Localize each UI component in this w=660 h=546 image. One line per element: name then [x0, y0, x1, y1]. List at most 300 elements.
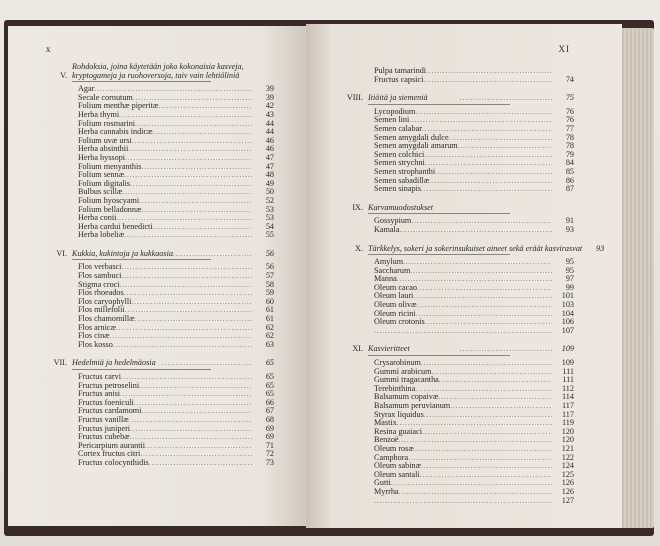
toc-item-name: Flos cinæ [78, 331, 110, 341]
toc-item-name: Gummi arabicum [374, 366, 432, 376]
toc-item [42, 120, 274, 129]
toc-item-page: 43 [265, 109, 274, 119]
section-title: Tärkkelys, sokeri ja sokerinsukuiset aineet sekä eräät kasvirasvat [368, 243, 583, 253]
leader-dots [432, 368, 552, 377]
leader-dots [429, 177, 552, 186]
toc-item-page: 86 [565, 175, 574, 185]
toc-item-name: Flos chamomillæ [78, 314, 135, 324]
toc-item-name: Camphora [374, 452, 409, 462]
toc-item [42, 298, 274, 307]
section-heading [42, 250, 274, 259]
toc-item-name: Semen sabadillæ [374, 175, 430, 185]
toc-item-page: 72 [265, 449, 274, 459]
leader-dots [415, 108, 552, 117]
toc-item-page: 111 [562, 366, 574, 376]
toc-item-page: 77 [565, 123, 574, 133]
toc-item-name: Semen colchici [374, 149, 425, 159]
toc-item-page: 66 [265, 397, 274, 407]
toc-item-name: Balsamum peruvianum [374, 401, 451, 410]
toc-item-page: 48 [265, 170, 274, 180]
toc-item-page: 120 [561, 426, 574, 436]
toc-item-page: 42 [265, 101, 274, 111]
section-rule [72, 369, 211, 370]
toc-item-name: Oleum lauri [374, 291, 414, 301]
leader-dots [149, 459, 252, 468]
toc-entries [42, 63, 274, 478]
toc-item-page: 60 [265, 296, 274, 306]
toc-item-name: Styrax liquidus [374, 409, 424, 419]
toc-item-page: 58 [265, 279, 274, 289]
leader-dots [421, 359, 552, 368]
toc-item-name: Folium uvæ ursi [78, 135, 132, 145]
leader-dots [450, 402, 552, 411]
toc-item-name: Balsamum copaivæ [374, 392, 439, 402]
toc-item-page: 53 [265, 213, 274, 223]
leader-dots [374, 497, 552, 506]
leader-dots [130, 180, 252, 189]
toc-item [42, 272, 274, 281]
toc-item-page: 69 [265, 423, 274, 433]
toc-item-page: 126 [561, 486, 574, 496]
section-page: 109 [561, 344, 574, 354]
toc-item-name: Flos rhoeados [78, 288, 124, 298]
toc-lead-items [338, 67, 574, 84]
toc-item [42, 399, 274, 408]
toc-item-page: 57 [265, 271, 274, 281]
section-number: VII. [53, 358, 67, 368]
toc-item-page: 117 [562, 409, 574, 419]
section-rule [368, 213, 510, 214]
leader-dots [439, 376, 552, 385]
leader-dots [399, 488, 552, 497]
toc-item-page: 114 [562, 392, 574, 402]
leader-dots [420, 471, 552, 480]
section-heading [338, 345, 574, 354]
toc-item [338, 76, 574, 85]
toc-item-page: 62 [265, 322, 274, 332]
toc-item-page: 63 [265, 339, 274, 349]
toc-item-name: Herba cannabis indicæ [78, 127, 153, 137]
toc-item-page: 107 [561, 325, 574, 335]
toc-item-name: Flos arnicæ [78, 322, 116, 332]
leader-dots [140, 450, 252, 459]
leader-dots [458, 142, 552, 151]
toc-item-page: 47 [265, 161, 274, 171]
leader-dots [391, 479, 552, 488]
leader-dots [414, 445, 552, 454]
toc-item-name: Saccharum [374, 265, 411, 275]
toc-item-page: 46 [265, 135, 274, 145]
toc-item [42, 390, 274, 399]
toc-item-page: 52 [265, 195, 274, 205]
toc-item [338, 226, 574, 235]
toc-item-page: 55 [265, 230, 274, 240]
toc-item-page: 54 [265, 221, 274, 231]
toc-item-page: 61 [265, 305, 274, 315]
leader-dots [397, 275, 552, 284]
toc-item [42, 442, 274, 451]
leader-dots [141, 163, 252, 172]
toc-item-name: Flos verbasci [78, 262, 122, 272]
toc-item-page: 65 [265, 389, 274, 399]
toc-item-name: Terebinthina [374, 383, 416, 393]
leader-dots [413, 292, 552, 301]
leader-dots [399, 226, 552, 235]
toc-item-name: Herba absinthii [78, 144, 129, 154]
toc-item [42, 214, 274, 223]
leader-dots [121, 272, 252, 281]
toc-item-name: Fructus petroselini [78, 380, 140, 390]
toc-item-name: Agar [78, 84, 95, 94]
toc-item-name: Secale cornutum [78, 92, 133, 102]
toc-item-page: 109 [561, 358, 574, 368]
toc-item-name: Flos kosso [78, 339, 113, 349]
toc-item-name: Herba cardui benedicti [78, 221, 153, 231]
toc-item [42, 324, 274, 333]
toc-item [42, 459, 274, 468]
leader-dots [121, 373, 252, 382]
toc-item [42, 407, 274, 416]
section-title: Hedelmiä ja hedelmäosia [72, 358, 156, 368]
toc-item-name: Flos millefolii [78, 305, 125, 315]
leader-dots [128, 145, 252, 154]
toc-item-name: Oleum ricini [374, 308, 416, 318]
toc-item-name: Oleum olivæ [374, 300, 417, 310]
toc-item [42, 289, 274, 298]
toc-section [42, 359, 274, 467]
section-number: X. [355, 243, 363, 253]
leader-dots [408, 454, 552, 463]
toc-section [338, 94, 574, 194]
toc-item [42, 231, 274, 240]
toc-item [42, 145, 274, 154]
toc-item-name: Fructus colocynthidis [78, 457, 149, 467]
leader-dots [438, 393, 552, 402]
section-rule [368, 104, 510, 105]
section-rule [368, 254, 510, 255]
toc-item-page: 95 [565, 257, 574, 267]
toc-item [42, 306, 274, 315]
leader-dots [449, 134, 552, 143]
toc-item-page: 126 [561, 478, 574, 488]
toc-item-page: 79 [565, 149, 574, 159]
toc-item-name: Oleum rosæ [374, 443, 414, 453]
leader-dots [153, 223, 252, 232]
section-title: Itiöitä ja siemeniä [368, 93, 428, 103]
leader-dots [141, 407, 252, 416]
page-edges [620, 28, 654, 528]
toc-item-name: Flos caryophylli [78, 296, 132, 306]
toc-item-name: Fructus juniperi [78, 423, 131, 433]
toc-item-page: 103 [561, 300, 574, 310]
leader-dots [110, 332, 252, 341]
section-rule [368, 355, 510, 356]
leader-dots [153, 128, 252, 137]
leader-dots [124, 231, 252, 240]
toc-item-name: Fructus anisi [78, 389, 121, 399]
section-heading [338, 94, 574, 103]
toc-item-name: Herba lobeliæ [78, 230, 125, 240]
leader-dots [134, 399, 252, 408]
section-number: V. [60, 70, 67, 80]
toc-item-page: 122 [561, 452, 574, 462]
leader-dots [139, 197, 252, 206]
toc-item-name: Folium digitalis [78, 178, 131, 188]
toc-item [42, 85, 274, 94]
leader-dots [425, 318, 552, 327]
toc-item-name: Semen lini [374, 115, 410, 125]
toc-item-name: Oleum sabinæ [374, 461, 422, 471]
toc-item [42, 111, 274, 120]
toc-item-name: Stigma croci [78, 279, 120, 289]
toc-item-page: 74 [565, 74, 574, 84]
leader-dots [421, 185, 552, 194]
leader-dots [119, 111, 252, 120]
toc-item-name: Herba hyssopi [78, 152, 126, 162]
section-page: 56 [265, 248, 274, 258]
toc-item-name: Folium rosmarini [78, 118, 136, 128]
toc-item-page: 97 [565, 274, 574, 284]
leader-dots [130, 425, 252, 434]
section-heading [42, 359, 274, 368]
toc-item [42, 102, 274, 111]
toc-item-name: Benzoë [374, 435, 399, 445]
leader-dots [130, 433, 252, 442]
toc-item-page: 62 [265, 331, 274, 341]
toc-item-page: 93 [565, 224, 574, 234]
toc-item-name: Cortex fructus citri [78, 449, 141, 459]
toc-item-name: Semen strychni [374, 158, 425, 168]
leader-dots [141, 206, 252, 215]
toc-item-page: 65 [265, 372, 274, 381]
toc-item-page: 119 [562, 418, 574, 428]
toc-item [42, 450, 274, 459]
section-heading [338, 243, 605, 254]
toc-item-name: Pericarpium aurantii [78, 440, 146, 450]
leader-dots [132, 137, 252, 146]
toc-item-page: 117 [562, 401, 574, 410]
toc-item-page: 78 [565, 141, 574, 151]
toc-item-name: Folium menyanthis [78, 161, 142, 171]
toc-item-name: Semen sinapis [374, 184, 422, 194]
toc-item-name: Fructus carvi [78, 372, 121, 381]
leader-dots [409, 116, 552, 125]
leader-dots [426, 67, 552, 76]
leader-dots [417, 284, 552, 293]
toc-item-page: 69 [265, 432, 274, 442]
toc-section [338, 204, 574, 235]
toc-item-name: Amylum [374, 257, 404, 267]
section-number: XI. [352, 344, 363, 354]
toc-item-page: 50 [265, 187, 274, 197]
toc-item [338, 327, 574, 336]
leader-dots [159, 102, 252, 111]
section-rule [72, 259, 211, 260]
toc-item-page: 85 [565, 166, 574, 176]
toc-item-page: 71 [265, 440, 274, 450]
leader-dots [374, 327, 552, 336]
toc-item [42, 263, 274, 272]
toc-item-name: Gummi tragacantha [374, 375, 439, 385]
toc-item-name: Folium sennæ [78, 170, 125, 180]
toc-item [42, 154, 274, 163]
leader-dots [145, 442, 252, 451]
toc-item [42, 188, 274, 197]
toc-item-name: Herba thymi [78, 109, 120, 119]
toc-item-name: Fructus cubebæ [78, 432, 130, 442]
toc-item [42, 171, 274, 180]
toc-item-page: 121 [561, 443, 574, 453]
toc-item-page: 73 [265, 457, 274, 467]
toc-item-page: 99 [565, 282, 574, 292]
toc-item-name: Pulpa tamarindi [374, 66, 427, 75]
leader-dots [124, 289, 252, 298]
leader-dots [423, 76, 552, 85]
toc-item-page: 67 [265, 406, 274, 416]
toc-item-name: Gossypium [374, 216, 412, 226]
toc-item [42, 332, 274, 341]
leader-dots [410, 267, 552, 276]
leader-dots [411, 217, 552, 226]
toc-item-name: Oleum crotonis [374, 317, 425, 327]
toc-item-page: 44 [265, 118, 274, 128]
section-title: Karvamuodostukset [368, 202, 434, 212]
toc-item-name: Folium hyoscyami [78, 195, 140, 205]
toc-item-name: Lycopodium [374, 106, 416, 116]
section-title: Rohdoksia, joina käytetään joko kokonaisia kasveja, kryptogameja ja ruohoversoja, taiv vain lehtiöliniä [72, 62, 244, 80]
toc-item-page: 76 [565, 106, 574, 116]
toc-item-name: Semen amygdali dulce [374, 132, 449, 142]
section-title: Kukkia, kukintoja ja kukkaosia [72, 248, 173, 258]
toc-item [338, 318, 574, 327]
leader-dots [460, 345, 552, 354]
toc-item-page: 61 [265, 314, 274, 324]
toc-item-page: 47 [265, 152, 274, 162]
section-number: VIII. [346, 93, 363, 103]
leader-dots [124, 171, 252, 180]
toc-item-page: 68 [265, 414, 274, 424]
toc-item [42, 206, 274, 215]
leader-dots [113, 341, 252, 350]
toc-item-name: Fructus foeniculi [78, 397, 134, 407]
toc-item [42, 373, 274, 382]
toc-item-page: 124 [561, 461, 574, 471]
leader-dots [116, 324, 252, 333]
section-heading [42, 63, 274, 80]
toc-item-page: 39 [265, 84, 274, 94]
toc-item [42, 425, 274, 434]
toc-item-name: Flos sambuci [78, 271, 122, 281]
leader-dots [422, 428, 552, 437]
toc-item-page: 78 [565, 132, 574, 142]
toc-item-name: Semen calabar [374, 123, 422, 133]
toc-item [42, 416, 274, 425]
toc-item-page: 111 [562, 375, 574, 385]
toc-item-name: Semen strophanthi [374, 166, 436, 176]
leader-dots [425, 159, 552, 168]
section-page: 93 [596, 243, 605, 253]
toc-item-page: 39 [265, 92, 274, 102]
leader-dots [435, 168, 552, 177]
toc-item [42, 433, 274, 442]
section-page: 75 [565, 93, 574, 103]
leader-dots [460, 94, 552, 103]
leader-dots [120, 390, 252, 399]
toc-item-name: Semen amygdali amarum [374, 141, 458, 151]
toc-item-page: 127 [561, 495, 574, 505]
toc-item [42, 223, 274, 232]
toc-item-name: Resina guaiaci [374, 426, 422, 436]
toc-item-name: Myrrha [374, 486, 399, 496]
leader-dots [125, 306, 252, 315]
toc-item-name: Mastix [374, 418, 397, 428]
leader-dots [122, 188, 252, 197]
toc-item [42, 382, 274, 391]
section-heading [338, 204, 574, 213]
section-title: Kasvieritteet [368, 344, 410, 354]
toc-item-page: 59 [265, 288, 274, 298]
toc-section [338, 243, 605, 336]
toc-item-name: Folium menthæ piperitæ [78, 101, 159, 111]
toc-item-name: Gutti [374, 478, 391, 488]
toc-item-page: 49 [265, 178, 274, 188]
page-number: x [46, 44, 52, 54]
leader-dots [139, 382, 252, 391]
leader-dots [416, 310, 552, 319]
toc-item-page: 76 [565, 115, 574, 125]
leader-dots [120, 281, 252, 290]
toc-item-page: 95 [565, 265, 574, 275]
toc-item-name: Crysarobinum [374, 358, 421, 368]
leader-dots [424, 151, 552, 160]
toc-section [42, 63, 274, 240]
toc-item [42, 180, 274, 189]
section-page: 65 [265, 358, 274, 368]
toc-item-page: 87 [565, 184, 574, 194]
toc-item-page: 91 [565, 216, 574, 226]
toc-item-name: Fructus vanillæ [78, 414, 129, 424]
leader-dots [424, 411, 552, 420]
leader-dots [131, 298, 252, 307]
toc-item-page: 56 [265, 262, 274, 272]
leader-dots [125, 154, 252, 163]
section-number: IX. [352, 202, 363, 212]
section-number: VI. [56, 248, 67, 258]
toc-item-name: Fructus capsici [374, 74, 424, 84]
leader-dots [403, 258, 552, 267]
toc-item-page: 112 [562, 383, 574, 393]
leader-dots [162, 359, 252, 368]
toc-item [338, 185, 574, 194]
toc-item-page: 106 [561, 317, 574, 327]
toc-entries [338, 66, 605, 515]
toc-item [42, 341, 274, 350]
leader-dots [135, 315, 252, 324]
toc-item-page: 44 [265, 127, 274, 137]
toc-item-page: 84 [565, 158, 574, 168]
toc-item-page: 53 [265, 204, 274, 214]
toc-item [338, 497, 574, 506]
toc-item-name: Kamala [374, 224, 400, 234]
leader-dots [129, 416, 252, 425]
toc-item-page: 120 [561, 435, 574, 445]
toc-item-name: Herba conii [78, 213, 117, 223]
toc-item-name: Manna [374, 274, 397, 284]
toc-item-name: Bulbus scillæ [78, 187, 123, 197]
toc-item [42, 197, 274, 206]
toc-item [42, 281, 274, 290]
toc-item-name: Oleum cacao [374, 282, 417, 292]
